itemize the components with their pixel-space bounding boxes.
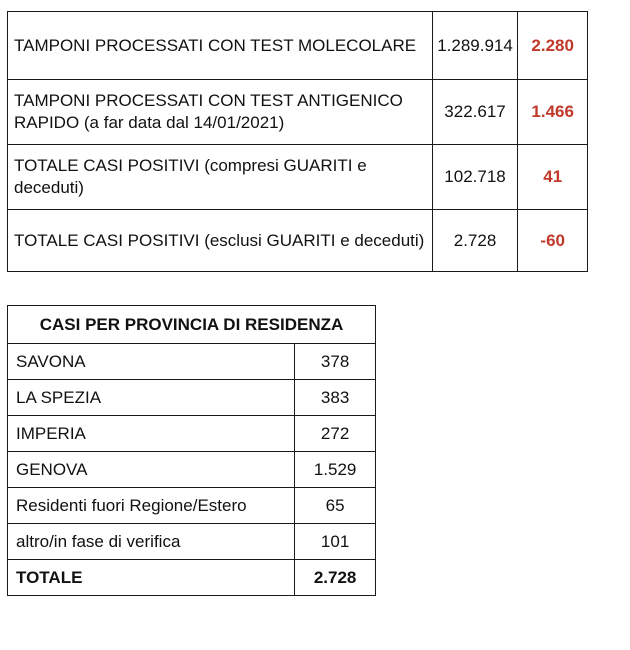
table-row [8,145,588,210]
row-delta: 41 [518,145,588,210]
row-delta: -60 [518,210,588,272]
row-value: 2.728 [432,210,518,272]
province-name: LA SPEZIA [8,380,295,416]
tests-summary-table [7,11,588,272]
row-delta: 2.280 [518,12,588,80]
row-value: 322.617 [432,80,518,145]
row-value: 102.718 [432,145,518,210]
total-label: TOTALE [8,560,295,596]
province-name: Residenti fuori Regione/Estero [8,488,295,524]
table-header-row [8,306,376,344]
table-row [8,380,376,416]
table-row [8,344,376,380]
province-name: altro/in fase di verifica [8,524,295,560]
table-row [8,12,588,80]
province-name: IMPERIA [8,416,295,452]
table-total-row [8,560,376,596]
row-label: TAMPONI PROCESSATI CON TEST MOLECOLARE [8,12,433,80]
table-row [8,452,376,488]
row-label: TAMPONI PROCESSATI CON TEST ANTIGENICO RAPIDO (a far data dal 14/01/2021) [8,80,433,145]
province-count: 1.529 [295,452,376,488]
province-name: SAVONA [8,344,295,380]
row-delta: 1.466 [518,80,588,145]
total-count: 2.728 [295,560,376,596]
province-count: 101 [295,524,376,560]
table-row [8,80,588,145]
row-label: TOTALE CASI POSITIVI (esclusi GUARITI e deceduti) [8,210,433,272]
table-title: CASI PER PROVINCIA DI RESIDENZA [8,306,376,344]
province-count: 378 [295,344,376,380]
table-row [8,416,376,452]
province-name: GENOVA [8,452,295,488]
province-table [7,305,376,596]
table-row [8,488,376,524]
table-row [8,210,588,272]
row-label: TOTALE CASI POSITIVI (compresi GUARITI e deceduti) [8,145,433,210]
table-row [8,524,376,560]
province-count: 272 [295,416,376,452]
row-value: 1.289.914 [432,12,518,80]
province-count: 383 [295,380,376,416]
province-count: 65 [295,488,376,524]
